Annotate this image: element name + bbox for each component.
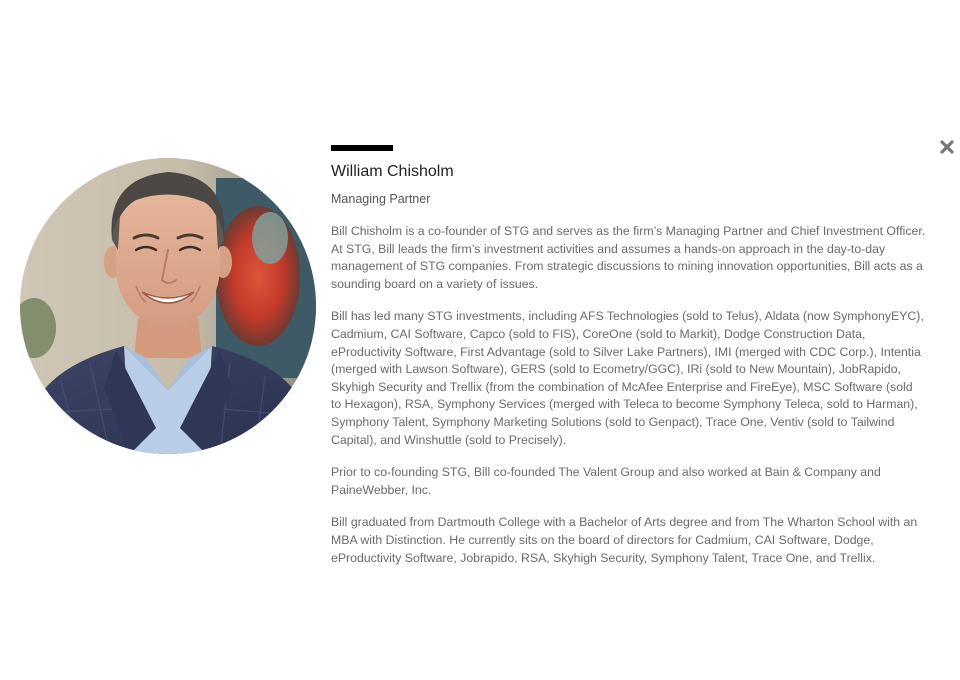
profile-bio <box>331 223 926 567</box>
bio-paragraph: Prior to co-founding STG, Bill co-founded The Valent Group and also worked at Bain & Company and PaineWebber, Inc. <box>331 465 881 497</box>
close-button[interactable] <box>936 136 958 158</box>
portrait-illustration <box>20 158 316 454</box>
bio-paragraph: Bill has led many STG investments, including AFS Technologies (sold to Telus), Aldata (now SymphonyEYC), Cadmium, CAI Software, Capco (sold to FIS), CoreOne (sold to Markit), Dodge Construction Data, eProductivity Software, First Advantage (sold to Silver Lake Partners), IMI (merged with CDC Corp.), Intentia (merged with Lawson Software), GERS (sold to Ecometry/GGC), IRi (sold to New Mountain), JobRapido, Skyhigh Security and Trellix (from the combination of McAfee Enterprise and FireEye), MSC Software (sold to Hexagon), RSA, Symphony Services (merged with Teleca to become Symphony Teleca, sold to Harman), Symphony Talent, Symphony Marketing Solutions (sold to Genpact), Trace One, Ventiv (sold to Tailwind Capital), and Winshuttle (sold to Precisely). <box>331 309 924 447</box>
bio-paragraph: Bill Chisholm is a co-founder of STG and serves as the firm’s Managing Partner and Chief Investment Officer. At STG, Bill leads the firm’s investment activities and assumes a hands-on approach in the day-to-day management of STG companies. From strategic discussions to mining innovation opportunities, Bill acts as a sounding board on a variety of issues. <box>331 224 926 291</box>
bio-paragraph: Bill graduated from Dartmouth College with a Bachelor of Arts degree and from The Wharton School with an MBA with Distinction. He currently sits on the board of directors for Cadmium, CAI Software, Dodge, eProductivity Software, Jobrapido, RSA, Skyhigh Security, Symphony Talent, Trace One, and Trellix. <box>331 515 918 565</box>
profile-name: William Chisholm <box>331 163 454 180</box>
close-icon <box>936 136 958 158</box>
profile-content <box>331 145 926 582</box>
profile-title: Managing Partner <box>331 192 431 206</box>
accent-bar <box>331 145 393 151</box>
profile-photo <box>20 158 316 454</box>
